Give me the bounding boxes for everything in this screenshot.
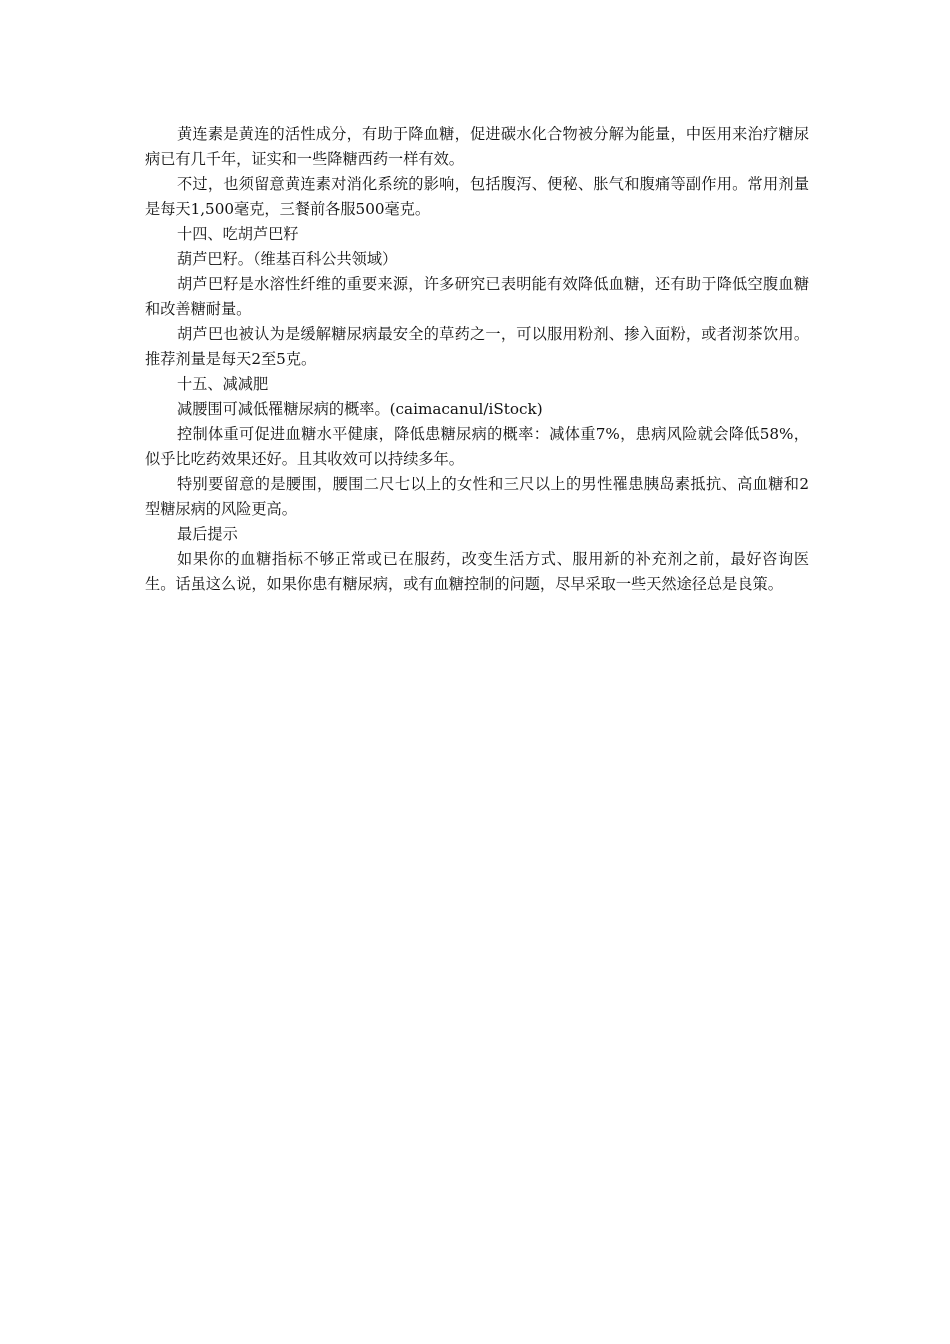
paragraph-fenugreek-fiber: 胡芦巴籽是水溶性纤维的重要来源，许多研究已表明能有效降低血糖，还有助于降低空腹血糖和改善糖耐量。 <box>145 275 809 318</box>
document-body <box>145 122 809 597</box>
paragraph-berberine-dosage: 不过，也须留意黄连素对消化系统的影响，包括腹泻、便秘、胀气和腹痛等副作用。常用剂量是每天1,500毫克，三餐前各服500毫克。 <box>145 175 809 218</box>
paragraph-weight-control: 控制体重可促进血糖水平健康，降低患糖尿病的概率：减体重7%，患病风险就会降低58%，似乎比吃药效果还好。且其收效可以持续多年。 <box>145 425 809 468</box>
paragraph-fenugreek-dosage: 胡芦巴也被认为是缓解糖尿病最安全的草药之一，可以服用粉剂、掺入面粉，或者沏茶饮用。推荐剂量是每天2至5克。 <box>145 325 809 368</box>
paragraph-final-advice: 如果你的血糖指标不够正常或已在服药，改变生活方式、服用新的补充剂之前，最好咨询医生。话虽这么说，如果你患有糖尿病，或有血糖控制的问题，尽早采取一些天然途径总是良策。 <box>145 550 809 593</box>
image-caption-waist: 减腰围可减低罹糖尿病的概率。(caimacanul/iStock) <box>177 400 543 418</box>
image-caption-fenugreek: 葫芦巴籽。（维基百科公共领域） <box>177 250 398 268</box>
paragraph-berberine-intro: 黄连素是黄连的活性成分，有助于降血糖，促进碳水化合物被分解为能量，中医用来治疗糖尿病已有几千年，证实和一些降糖西药一样有效。 <box>145 125 809 168</box>
section-heading-final-tips: 最后提示 <box>177 525 238 543</box>
section-heading-fenugreek: 十四、吃胡芦巴籽 <box>177 225 299 243</box>
paragraph-waistline: 特别要留意的是腰围，腰围二尺七以上的女性和三尺以上的男性罹患胰岛素抵抗、高血糖和2型糖尿病的风险更高。 <box>145 475 809 518</box>
section-heading-weight-loss: 十五、减减肥 <box>177 375 269 393</box>
